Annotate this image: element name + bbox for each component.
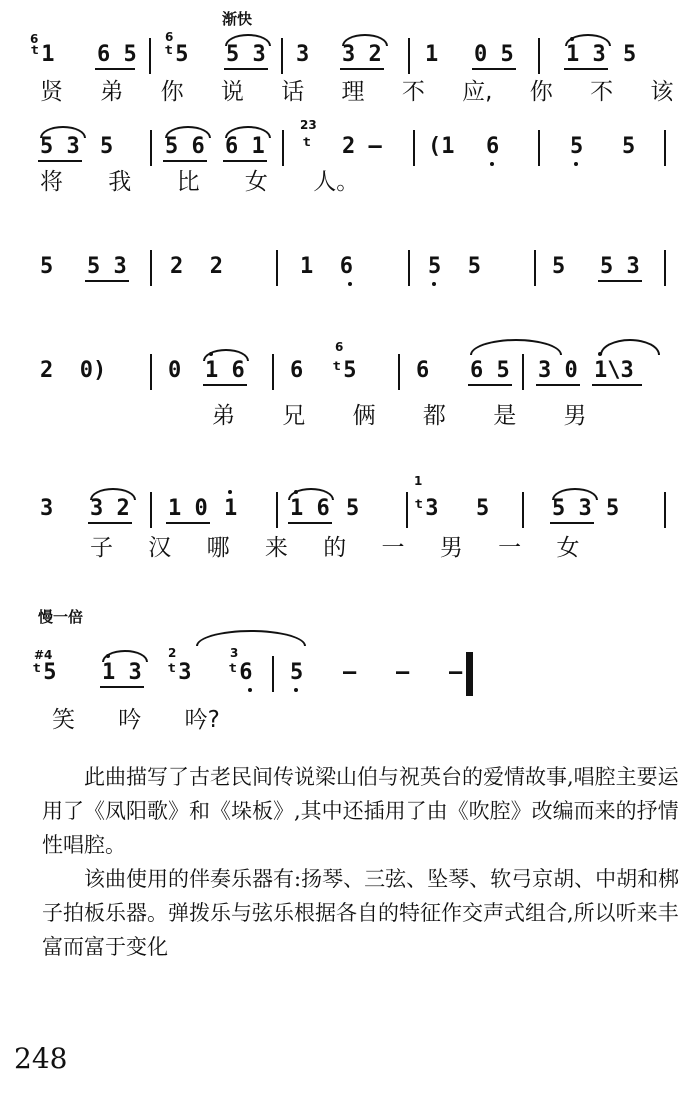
lyrics-line: 子 汉 哪 来 的 一 男 一 女 (90, 535, 580, 561)
lyrics-line: 弟 兄 俩 都 是 男 (212, 403, 587, 429)
lyrics-line: 贤 弟 你 说 话 理 不 应, 你 不 该 (40, 79, 674, 105)
page-number: 248 (14, 1042, 68, 1075)
tempo-mark: 慢一倍 (38, 608, 84, 626)
lyrics-line: 笑 吟 吟? (52, 707, 220, 733)
paragraph: 该曲使用的伴奏乐器有:扬琴、三弦、坠琴、软弓京胡、中胡和梆子拍板乐器。弹拨乐与弦乐根据各自的特征作交声式组合,所以听来丰富而富于变化 (42, 867, 680, 959)
tempo-mark: 渐快 (222, 10, 253, 28)
score-page: 渐快 慢一倍 6 ᵗ1 6 5 6 ᵗ5 5 3 3 3 2 1 0 5 1 3 5 贤 弟 你 说 话 理 不 应, 你 不 该 5 3 5 5 6 6 1 23 ᵗ 2 — (1 6 5 5 将 我 比 女 人。 5 5 3 2 2 1 6 5 5 5 5 3 2 0) 0 1 6 6 6 ᵗ5 6 6 5 3 0 1\3 弟 兄 俩 都 是 男 3 3 2 1 0 1 1 6 5 1 ᵗ3 5 5 3 5 子 汉 哪 来 的 一 男 一 女 #4 ᵗ5 1 3 2 ᵗ3 3 ᵗ6 5 — — — 笑 吟 吟? 此曲描写了古老民间传说梁山伯与祝英台的爱情故事,唱腔主要运用了《凤阳歌》和《垛板》,其中还插用了由《吹腔》改编而来的抒情性唱腔。 该曲使用的伴奏乐器有:扬琴、三弦、坠琴、软弓京胡、中胡和梆子拍板乐器。弹拨乐与弦乐根据各自的特征作交声式组合,所以听来丰富而富于变化 248 (0, 0, 700, 1095)
lyrics-line: 将 我 比 女 人。 (40, 169, 360, 195)
paragraph: 此曲描写了古老民间传说梁山伯与祝英台的爱情故事,唱腔主要运用了《凤阳歌》和《垛板》,其中还插用了由《吹腔》改编而来的抒情性唱腔。 (42, 765, 679, 857)
